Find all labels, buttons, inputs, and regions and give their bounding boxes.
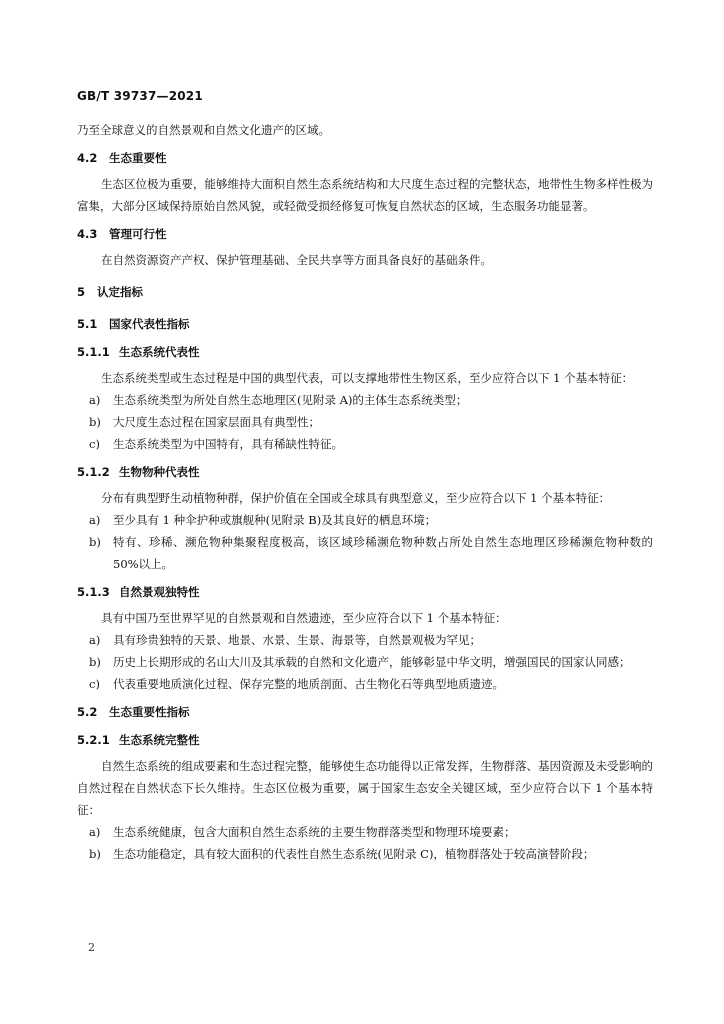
list-item (77, 411, 653, 433)
list-text: 生态系统类型为中国特有，具有稀缺性特征。 (113, 437, 343, 451)
list-marker: a) (89, 825, 101, 839)
list-item (77, 531, 653, 575)
list-text: 大尺度生态过程在国家层面具有典型性； (113, 415, 320, 429)
list-item (77, 389, 653, 411)
section-heading-5-2-1 (77, 729, 653, 751)
section-title: 管理可行性 (109, 227, 167, 241)
page-content (77, 119, 653, 865)
paragraph: 自然生态系统的组成要素和生态过程完整，能够使生态功能得以正常发挥，生物群落、基因资源及未受影响的自然过程在自然状态下长久维持。生态区位极为重要，属于国家生态安全关键区域，至少应符合以下 1 个基本特征： (77, 759, 653, 817)
section-number: 5 (77, 285, 86, 299)
list-marker: c) (89, 677, 100, 691)
section-title: 生态重要性指标 (109, 705, 190, 719)
section-number: 5.1 (77, 317, 98, 331)
section-heading-5-1-1 (77, 341, 653, 363)
section-heading-5-1-2 (77, 461, 653, 483)
paragraph: 生态区位极为重要，能够维持大面积自然生态系统结构和大尺度生态过程的完整状态，地带性生物多样性极为富集，大部分区域保持原始自然风貌，或轻微受损经修复可恢复自然状态的区域，生态服务功能显著。 (77, 177, 653, 213)
list-text: 特有、珍稀、濒危物种集聚程度极高，该区域珍稀濒危物种数占所处自然生态地理区珍稀濒危物种数的 50%以上。 (113, 535, 653, 571)
section-heading-4-3 (77, 223, 653, 245)
section-title: 自然景观独特性 (119, 585, 200, 599)
section-heading-5-1-3 (77, 581, 653, 603)
list-marker: a) (89, 393, 101, 407)
section-number: 5.1.2 (77, 465, 110, 479)
list-item (77, 651, 653, 673)
section-number: 5.1.3 (77, 585, 110, 599)
list-marker: b) (89, 415, 101, 429)
list-text: 生态功能稳定，具有较大面积的代表性自然生态系统(见附录 C)，植物群落处于较高演替阶段； (113, 847, 595, 861)
list-text: 历史上长期形成的名山大川及其承载的自然和文化遗产，能够彰显中华文明，增强国民的国家认同感； (113, 655, 631, 669)
paragraph: 在自然资源资产产权、保护管理基础、全民共享等方面具备良好的基础条件。 (101, 253, 492, 267)
list-text: 生态系统类型为所处自然生态地理区(见附录 A)的主体生态系统类型； (113, 393, 468, 407)
section-title: 生态重要性 (109, 151, 167, 165)
list-item (77, 821, 653, 843)
list-marker: c) (89, 437, 100, 451)
section-title: 生物物种代表性 (119, 465, 200, 479)
paragraph-continuation: 乃至全球意义的自然景观和自然文化遗产的区域。 (77, 123, 330, 137)
chapter-heading-5 (77, 281, 653, 303)
section-number: 5.1.1 (77, 345, 110, 359)
section-number: 5.2 (77, 705, 98, 719)
list-item (77, 629, 653, 651)
section-title: 国家代表性指标 (109, 317, 190, 331)
list-text: 生态系统健康，包含大面积自然生态系统的主要生物群落类型和物理环境要素； (113, 825, 516, 839)
section-title: 认定指标 (97, 285, 143, 299)
standard-code: GB/T 39737—2021 (77, 89, 203, 103)
section-heading-5-1 (77, 313, 653, 335)
list-text: 具有珍贵独特的天景、地景、水景、生景、海景等，自然景观极为罕见； (113, 633, 481, 647)
list-marker: b) (89, 535, 101, 549)
list-item (77, 433, 653, 455)
list-text: 至少具有 1 种伞护种或旗舰种(见附录 B)及其良好的栖息环境； (113, 513, 437, 527)
paragraph: 具有中国乃至世界罕见的自然景观和自然遗迹，至少应符合以下 1 个基本特征： (101, 611, 507, 625)
section-number: 4.3 (77, 227, 98, 241)
section-heading-4-2 (77, 147, 653, 169)
section-number: 4.2 (77, 151, 98, 165)
list-item (77, 673, 653, 695)
list-marker: a) (89, 633, 101, 647)
list-item (77, 843, 653, 865)
paragraph: 生态系统类型或生态过程是中国的典型代表，可以支撑地带性生物区系，至少应符合以下 1 个基本特征： (101, 371, 634, 385)
list-marker: a) (89, 513, 101, 527)
paragraph: 分布有典型野生动植物种群，保护价值在全国或全球具有典型意义，至少应符合以下 1 个基本特征： (101, 491, 611, 505)
section-title: 生态系统代表性 (119, 345, 200, 359)
list-marker: b) (89, 847, 101, 861)
section-heading-5-2 (77, 701, 653, 723)
list-item (77, 509, 653, 531)
list-marker: b) (89, 655, 101, 669)
list-text: 代表重要地质演化过程、保存完整的地质剖面、古生物化石等典型地质遗迹。 (113, 677, 504, 691)
page-number: 2 (88, 941, 95, 954)
section-title: 生态系统完整性 (119, 733, 200, 747)
section-number: 5.2.1 (77, 733, 110, 747)
